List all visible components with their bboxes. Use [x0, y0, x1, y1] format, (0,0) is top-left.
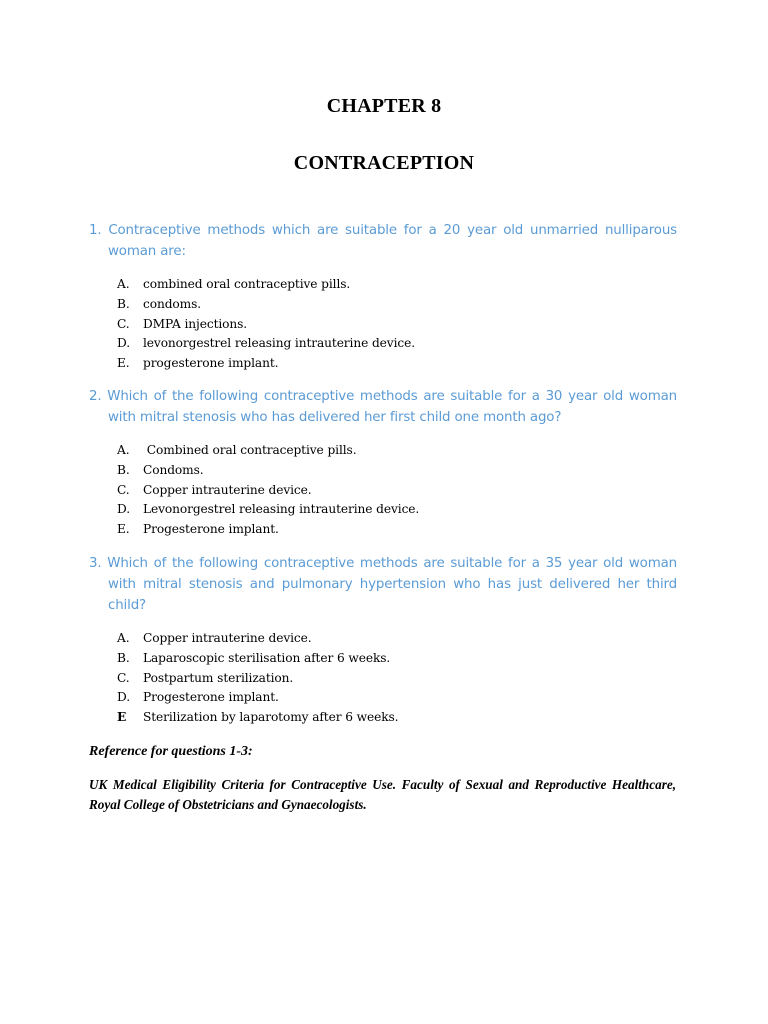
question-2 — [89, 386, 677, 428]
option-text: condoms. — [143, 296, 202, 311]
option-item — [117, 315, 415, 335]
option-item — [117, 500, 419, 520]
option-item — [117, 629, 398, 649]
question-3 — [89, 553, 677, 616]
reference-heading: Reference for questions 1-3: — [89, 744, 253, 759]
option-text: Copper intrauterine device. — [143, 482, 312, 497]
option-text: Levonorgestrel releasing intrauterine device. — [143, 502, 420, 517]
option-text: progesterone implant. — [143, 356, 279, 371]
option-letter: E. — [117, 356, 130, 371]
option-letter: D. — [117, 690, 131, 705]
option-letter: A. — [117, 443, 130, 457]
question-3-line-1: 3. Which of the following contraceptive methods are suitable for a 35 year old woman — [89, 556, 677, 571]
chapter-title: CHAPTER 8 — [326, 95, 442, 117]
option-text: Progesterone implant. — [143, 690, 279, 705]
option-letter: C. — [117, 670, 130, 685]
option-letter: D. — [117, 336, 131, 351]
option-text: Copper intrauterine device. — [143, 631, 312, 645]
option-item — [117, 275, 415, 295]
option-letter: C. — [117, 316, 130, 331]
option-text: Postpartum sterilization. — [143, 670, 294, 685]
question-2-options — [117, 441, 419, 540]
question-1 — [89, 220, 677, 262]
chapter-subtitle: CONTRACEPTION — [293, 152, 475, 174]
option-text: combined oral contraceptive pills. — [143, 277, 351, 291]
option-text: Combined oral contraceptive pills. — [143, 443, 357, 457]
option-letter: B. — [117, 650, 130, 665]
option-item — [117, 334, 415, 354]
question-2-line-2: with mitral stenosis who has delivered her first child one month ago? — [108, 410, 562, 425]
question-3-options — [117, 629, 398, 728]
reference-citation: UK Medical Eligibility Criteria for Contraceptive Use. Faculty of Sexual and Reproductive Healthcare, Royal College of Obstetricians and Gynaecologists. — [89, 777, 676, 812]
option-item — [117, 649, 398, 669]
option-item — [117, 708, 398, 728]
option-item — [117, 688, 398, 708]
option-item — [117, 461, 419, 481]
option-letter: B. — [117, 462, 130, 477]
option-item — [117, 520, 419, 540]
option-letter: B. — [117, 296, 130, 311]
question-1-options — [117, 275, 415, 374]
question-3-line-2: with mitral stenosis and pulmonary hypertension who has just delivered her third — [108, 577, 677, 592]
option-text: Condoms. — [143, 462, 204, 477]
question-1-line-2: woman are: — [108, 244, 186, 259]
option-text: levonorgestrel releasing intrauterine device. — [143, 336, 415, 351]
option-letter: A. — [117, 631, 130, 645]
option-text: Laparoscopic sterilisation after 6 weeks. — [143, 650, 391, 665]
question-2-line-1: 2. Which of the following contraceptive methods are suitable for a 30 year old woman — [89, 389, 677, 404]
option-letter: A. — [117, 277, 130, 291]
option-letter: C. — [117, 482, 130, 497]
option-item — [117, 441, 419, 461]
question-3-line-3: child? — [108, 598, 146, 613]
option-letter: E. — [117, 522, 130, 537]
option-letter: E — [117, 710, 127, 725]
option-text: Sterilization by laparotomy after 6 weeks. — [143, 710, 399, 725]
option-text: DMPA injections. — [143, 316, 248, 331]
option-item — [117, 354, 415, 374]
option-item — [117, 481, 419, 501]
option-item — [117, 295, 415, 315]
option-item — [117, 669, 398, 689]
option-text: Progesterone implant. — [143, 522, 279, 537]
question-1-line-1: 1. Contraceptive methods which are suitable for a 20 year old unmarried nulliparous — [89, 223, 677, 238]
option-letter: D. — [117, 502, 131, 517]
